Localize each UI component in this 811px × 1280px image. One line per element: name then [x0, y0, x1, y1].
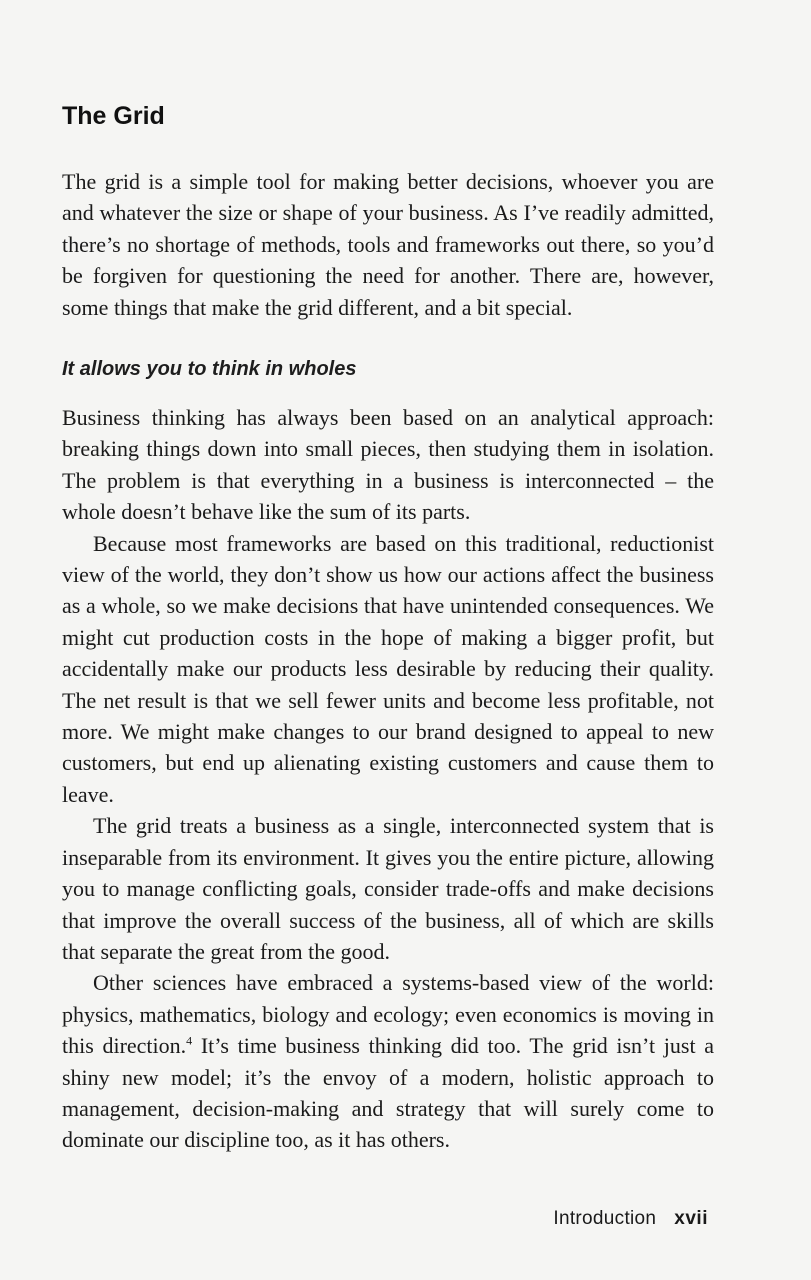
body-paragraph-2: Because most frameworks are based on this traditional, reductionist view of the world, they don’t show us how our actions affect the business as a whole, so we make decisions that have unintended consequences. We might cut production costs in the hope of making a bigger profit, but accidentally make our products less desirable by reducing their quality. The net result is that we sell fewer units and become less profitable, not more. We might make changes to our brand designed to appeal to new customers, but end up alienating existing customers and cause them to leave.	[62, 530, 714, 807]
footnote-marker: 4	[186, 1033, 193, 1048]
footer-section-name: Introduction	[553, 1208, 657, 1229]
body-paragraph-3: The grid treats a business as a single, interconnected system that is inseparable from its environment. It gives you the entire picture, allowing you to manage conflicting goals, consider trade-offs and make decisions that improve the overall success of the business, all of which are skills that separate the great from the good.	[62, 813, 714, 964]
intro-text-block	[62, 166, 714, 323]
intro-paragraph: The grid is a simple tool for making better decisions, whoever you are and whatever the size or shape of your business. As I’ve readily admitted, there’s no shortage of methods, tools and frameworks out there, so you’d be forgiven for questioning the need for another. There are, however, some things that make the grid different, and a bit special.	[62, 169, 714, 320]
paragraph-text-before-footnote: Other sciences have embraced a systems-based view of the world: physics, mathematics, biology and ecology; even economics is moving in this direction.	[62, 970, 714, 1059]
page-number: xvii	[674, 1208, 708, 1229]
body-text-block	[62, 402, 714, 1156]
body-paragraph-4	[62, 967, 714, 1155]
running-footer	[553, 1208, 708, 1230]
subsection-heading: It allows you to think in wholes	[62, 358, 357, 380]
section-heading: The Grid	[62, 102, 165, 130]
paragraph-text-after-footnote: It’s time business thinking did too. The grid isn’t just a shiny new model; it’s the envoy of a modern, holistic approach to management, decision-making and strategy that will surely come to dominate our discipline too, as it has others.	[62, 1033, 714, 1153]
body-paragraph-1: Business thinking has always been based on an analytical approach: breaking things down into small pieces, then studying them in isolation. The problem is that everything in a business is interconnected – the whole doesn’t behave like the sum of its parts.	[62, 405, 714, 525]
